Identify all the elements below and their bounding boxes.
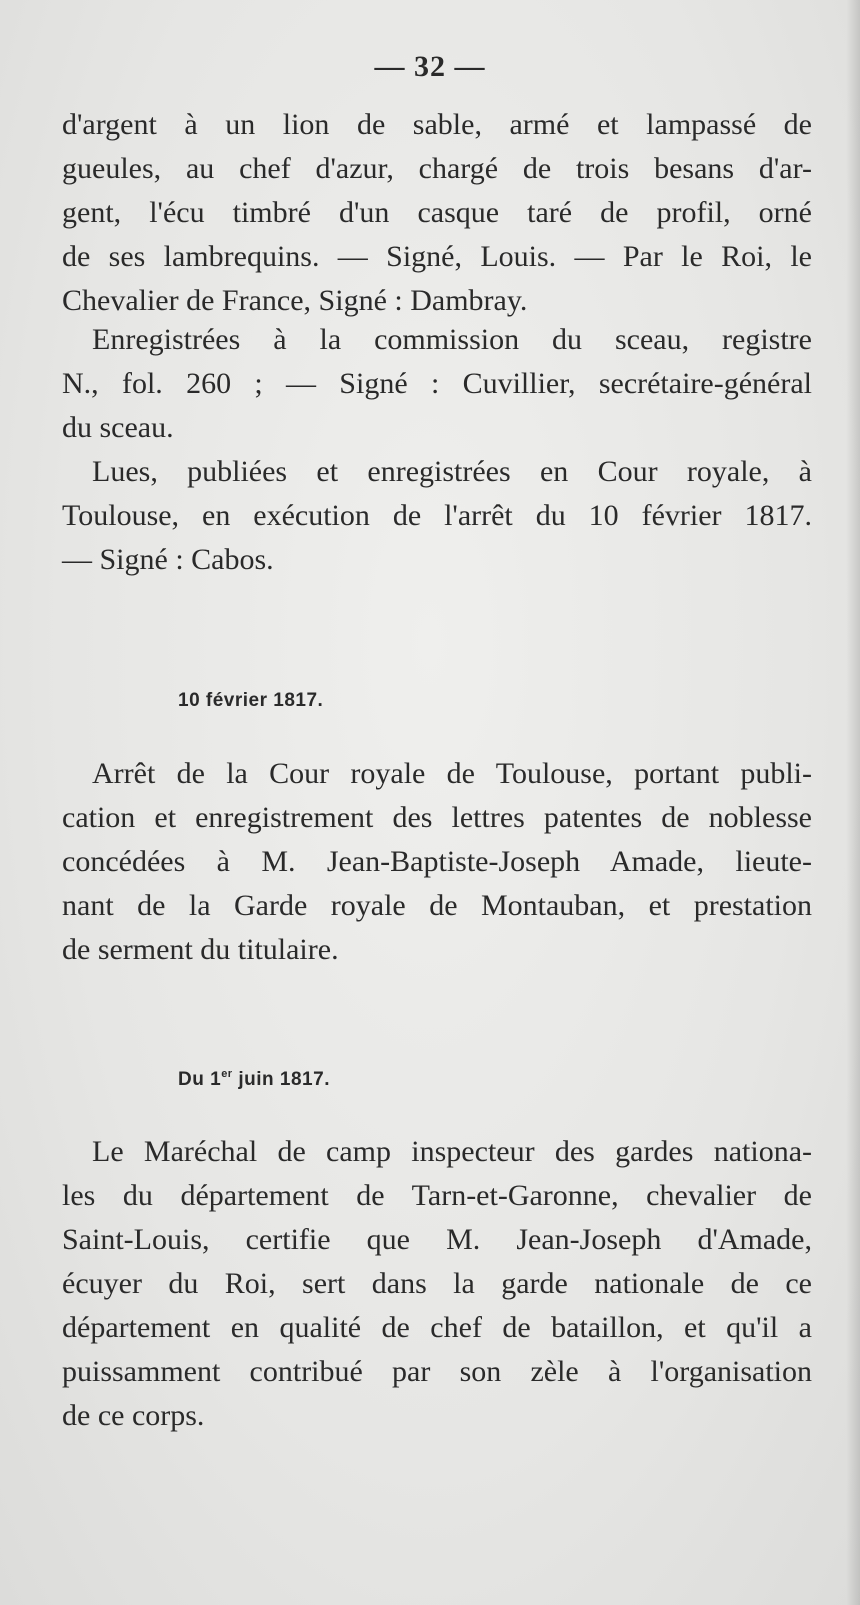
text-line: gueules, au chef d'azur, chargé de trois besans d'ar- <box>62 152 812 185</box>
dateline-second-prefix: Du 1 <box>178 1069 222 1090</box>
text-line: Le Maréchal de camp inspecteur des gardes nationa- <box>92 1135 812 1168</box>
text-line: du sceau. <box>62 411 174 444</box>
dateline-second <box>178 1068 330 1091</box>
text-line: cation et enregistrement des lettres patentes de noblesse <box>62 801 812 834</box>
text-line: de ses lambrequins. — Signé, Louis. — Par le Roi, le <box>62 240 812 273</box>
dateline-first: 10 février 1817. <box>178 690 324 711</box>
text-line: les du département de Tarn-et-Garonne, chevalier de <box>62 1179 812 1212</box>
page-number: — 32 — <box>374 50 486 83</box>
text-line: de ce corps. <box>62 1399 205 1432</box>
paragraph-marechal <box>62 1130 812 1438</box>
page-edge-shadow <box>846 0 860 1605</box>
text-line: Lues, publiées et enregistrées en Cour royale, à <box>92 455 812 488</box>
text-line: gent, l'écu timbré d'un casque taré de profil, orné <box>62 196 812 229</box>
text-line: N., fol. 260 ; — Signé : Cuvillier, secrétaire-général <box>62 367 812 400</box>
text-line: — Signé : Cabos. <box>62 543 274 576</box>
text-line: puissamment contribué par son zèle à l'organisation <box>62 1355 812 1388</box>
text-line: d'argent à un lion de sable, armé et lampassé de <box>62 108 812 141</box>
text-line: écuyer du Roi, sert dans la garde nationale de ce <box>62 1267 812 1300</box>
paragraph-arms-description <box>62 103 812 323</box>
text-line: Chevalier de France, Signé : Dambray. <box>62 284 528 317</box>
text-line: Enregistrées à la commission du sceau, registre <box>92 323 812 356</box>
paragraph-publication <box>62 450 812 582</box>
text-line: département en qualité de chef de bataillon, et qu'il a <box>62 1311 812 1344</box>
text-line: Toulouse, en exécution de l'arrêt du 10 février 1817. <box>62 499 812 532</box>
text-line: de serment du titulaire. <box>62 933 339 966</box>
dateline-second-superscript: er <box>221 1068 233 1080</box>
text-line: Saint-Louis, certifie que M. Jean-Joseph d'Amade, <box>62 1223 812 1256</box>
text-line: Arrêt de la Cour royale de Toulouse, portant publi- <box>92 757 812 790</box>
text-line: concédées à M. Jean-Baptiste-Joseph Amade, lieute- <box>62 845 812 878</box>
paragraph-registration <box>62 318 812 450</box>
text-line: nant de la Garde royale de Montauban, et prestation <box>62 889 812 922</box>
dateline-second-suffix: juin 1817. <box>232 1069 330 1090</box>
paragraph-arret <box>62 752 812 972</box>
